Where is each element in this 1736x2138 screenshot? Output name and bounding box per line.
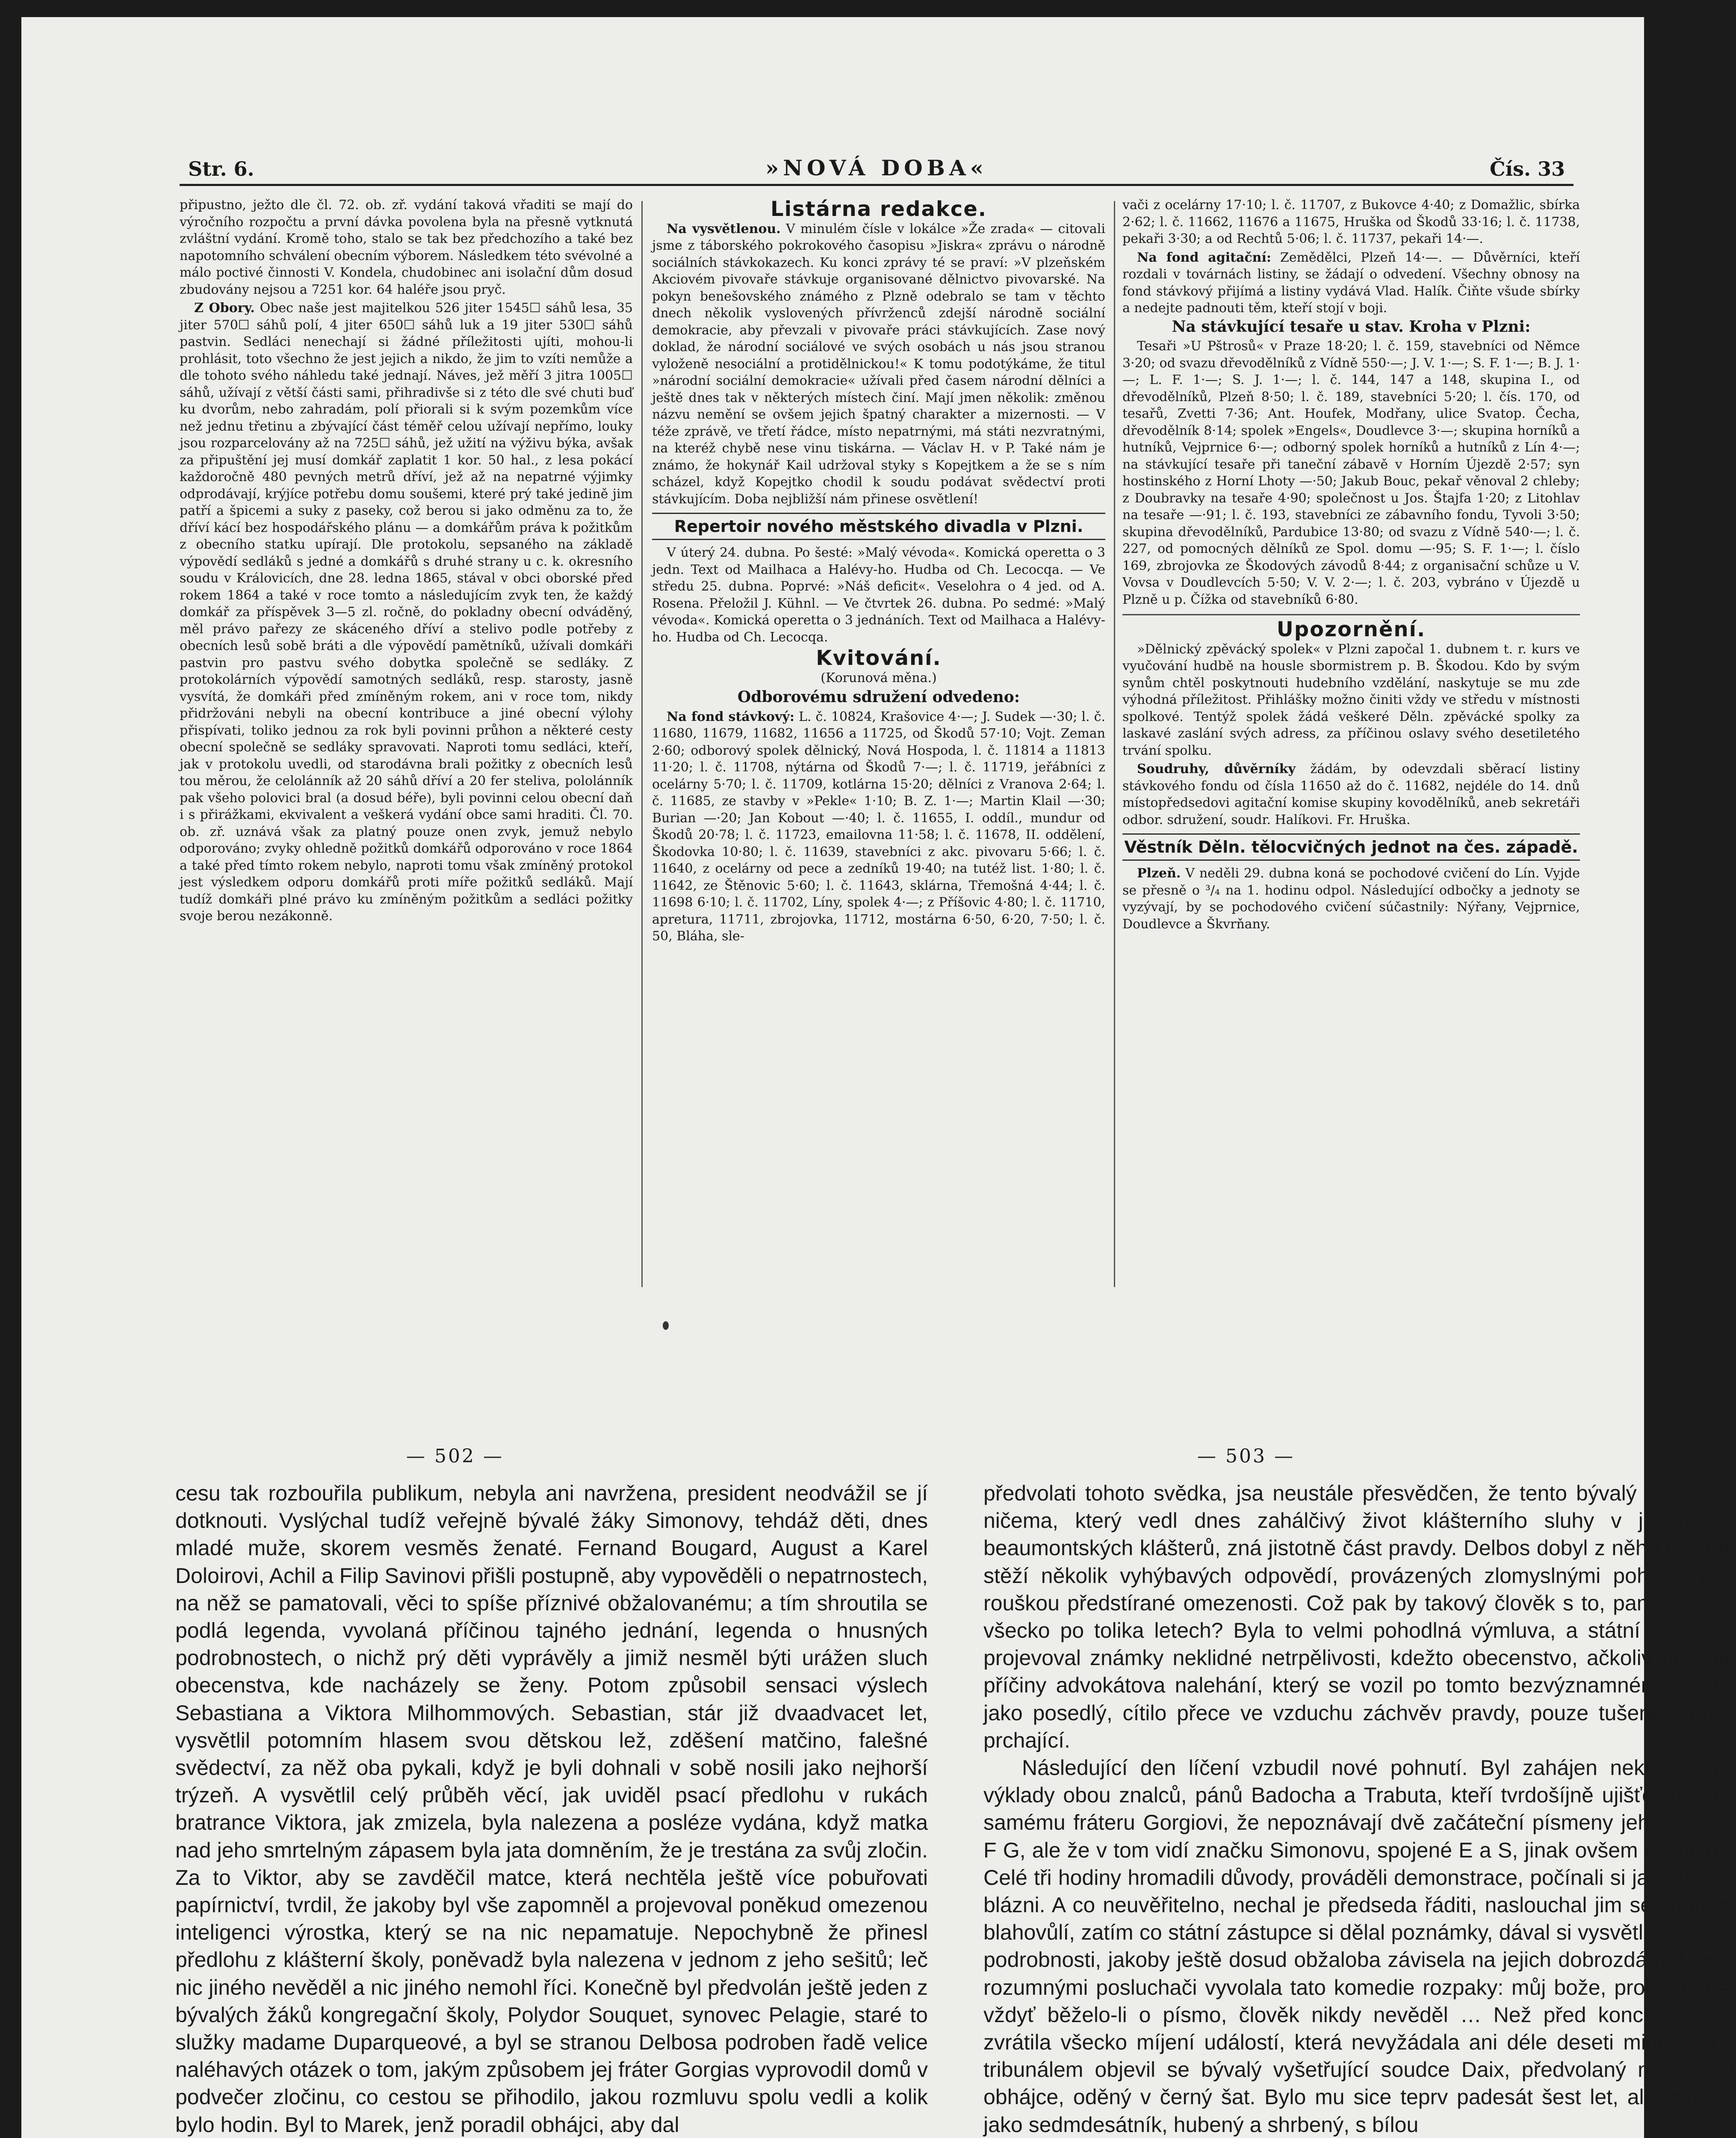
article-text: V minulém čísle v lokálce »Že zrada« — citovali jsme z táborského pokrokového časopisu »Jiskra« zprávu o národně sociálních stávkokazech. Ku konci zprávy té se praví: »V plzeňském Akciovém pivovaře stávkuje organisované dělnictvo pivovarské. Na pokyn benešovského známého z Plzně odebralo se tam v těchto dnech několik vyslovených přívrženců zdejší národně sociální demokracie, aby převzali v pivovaře práci stávkujících. Zase nový doklad, že národní sociálové ve svých osobách u nás jsou stranou vyloženě nesociální a protidělnickou!« K tomu podotýkáme, že titul »národní sociální demokracie« užívali před časem národní dělníci a ještě dnes tak v některých místech činí. Mají jmen několik: změnou názvu nemění se ovšem jejich špatný charakter a mizernosti. — V téže zprávě, ve třetí řádce, místo nepatrnými, má státi nezvratnými, na kteréž chybě nese vinu tiskárna. — Václav H. v P. Také nám je známo, že hokynář Kail udržoval styky s Kopejtkem a že se s ním scházel, když Kopejtko chodil k soudu podávat svědectví proti stávkujícím. Doba nejbližší nám přinese osvětlení! <box>652 221 1105 507</box>
article-text: připustno, ježto dle čl. 72. ob. zř. vydání taková vřaditi se mají do výročního rozpočtu a první dávka povolena byla na přesně vytknutá zvláštní vydání. Kromě toho, stalo se tak bez předchozího a také bez napotomního schválení obecním výborem. Následkem této svévolné a málo poctivé činnosti V. Kondela, chudobinec ani isolační dům dosud zbudovány nejsou a 7251 kor. 64 haléře jsou pryč. <box>180 198 633 297</box>
section-heading-listarna: Listárna redakce. <box>770 197 987 221</box>
book-page-left <box>175 1479 928 2138</box>
section-banner-vestnik: Věstník Děln. tělocvičných jednot na čes. západě. <box>1122 833 1580 861</box>
article-text: L. č. 10824, Krašovice 4·—; J. Sudek —·30; l. č. 11680, 11679, 11682, 11656 a 11725, od Škodů 57·10; Vojt. Zeman 2·60; odborový spolek dělnický, Nová Hospoda, l. č. 11814 a 11813 11·20; l. č. 11708, nýtárna od Škodů 7·—; l. č. 11719, jeřábníci z ocelárny 5·70; l. č. 11709, kotlárna 15·20; dělníci z Vranova 2·64; l. č. 11685, ze stavby v »Pekle« 1·10; B. Z. 1·—; Martin Klail —·30; Burian —·20; Jan Kobout —·40; l. č. 11655, I. oddíl., mundur od Škodů 20·78; l. č. 11723, emailovna 11·58; l. č. 11678, II. oddělení, Škodovka 10·80; l. č. 11639, stavebníci z akc. pivovaru 5·66; l. č. 11640, z ocelárny od pece a zedníků 19·40; na tutéž list. 1·80; l. č. 11642, ze Štěnovic 5·60; l. č. 11643, sklárna, Třemošná 4·44; l. č. 11698 6·10; l. č. 11702, Líny, spolek 4·—; z Příšovic 4·80; l. č. 11710, apretura, 11711, zbrojovka, 11712, mostárna 6·50, 6·20, 7·50; l. č. 50, Bláha, sle- <box>652 709 1105 944</box>
column-divider <box>641 201 643 1287</box>
page-number-right: — 503 — <box>1197 1445 1295 1467</box>
section-heading-upozorneni: Upozornění. <box>1276 617 1426 641</box>
article-text: Obec naše jest majitelkou 526 jiter 1545☐ sáhů lesa, 35 jiter 570☐ sáhů polí, 4 jiter 650☐ sáhů luk a 19 jiter 530☐ sáhů pastvin. Sedláci nenechají si žádné příležitosti ujíti, mohou-li prohlásit, toto všechno že jest jejich a nikdo, že jim to vzíti nemůže a dle tohoto svého náhledu také jednají. Náves, jež měří 3 jitra 1005☐ sáhů, užívají z větší části sami, přihradivše si z této dle své chuti buď ku dvorům, nebo zahradám, polí přiorali si k svým pozemkům více než jednu třetinu a zbývající část téměř celou užívají nepřímo, louky jsou rozparcelovány až na 725☐ sáhů, jež užití na výživu býka, avšak za připuštění jej musí domkář zaplatit 1 kor. 50 hal., z lesa pokácí každoročně 480 pevných metrů dříví, jež až na nepatrné výjimky odprodávají, krýjíce potřebu domu soušemi, které prý také jedině jim patří a špicemi a suky z paseky, což berou si jako odměnu za to, že dříví kácí bez hospodářského plánu — a domkářům práva k požitkům z obecního statku upírají. Dle protokolu, sepsaného na základě výpovědí sedláků s jedné a domkářů s druhé strany u c. k. okresního soudu v Královicích, dne 28. ledna 1865, stával v obci oborské před rokem 1864 a také v roce tomto a následujícím zvyk ten, že každý domkář za příspěvek 3—5 zl. ročně, do pokladny obecní odváděný, měl právo pařezy ze skáceného dříví a stelivo podle potřeby z obecních lesů sobě bráti a dle výpovědí pamětníků, užívali domkáři pastvin pro pastvu svého dobytka společně se sedláky. Z protokolárních výpovědí samotných sedláků, resp. starosty, jasně vysvítá, že domkáři před zmíněným rokem, ani v roce tom, nikdy přidržováni nebyli na obecní kontribuce a jiné obecní výlohy přispívati, toliko jednou za rok byli povinni průhon a některé cesty obecní společně se sedláky spravovati. Naproti tomu sedláci, kteří, jak v protokolu uvedli, od starodávna brali požitky z obecních lesů tou měrou, že celolánník až 20 sáhů dříví a 20 fer steliva, pololánník pak všeho polovici bral (a dosud béře), byli povinni celou obecní daň i s přirážkami, ekvivalent a veškerá vydání obce sami hraditi. Čl. 70. ob. zř. uznává však za platný pouze onen zvyk, jemuž nebylo odporováno; zvyky ohledně požitků domkářů odporováno v roce 1864 a také před tímto rokem nebylo, naproti tomu však zmíněný protokol jest výsledkem odporu domkářů proti míře požitků sedláků. Mají tudíž domkáři plné právo ku zmíněným požitkům a sedláci požitky svoje berou nezákonně. <box>180 301 633 924</box>
divider-line <box>1122 614 1580 615</box>
article-soudruhy <box>1122 761 1580 828</box>
article-text: »Dělnický zpěvácký spolek« v Plzni započal 1. dubnem t. r. kurs ve vyučování hudbě na housle sbormistrem p. B. Škodou. Kdo by svým synům chtěl poskytnouti hudebního vzdělání, naskytuje se mu zde výhodná příležitost. Přihlášky možno činiti vždy ve středu v místnosti spolkové. Tentýž spolek žádá veškeré Děln. zpěvácké spolky za laskavé zaslání svých adress, za příčinou oslavy svého desetiletého trvání spolku. <box>1122 641 1580 758</box>
newspaper-header <box>180 150 1574 186</box>
page-number-left: — 502 — <box>406 1445 504 1467</box>
section-heading-kvitovani: Kvitování. <box>816 646 942 670</box>
issue-number: Čís. 33 <box>1489 157 1565 180</box>
page-label: Str. 6. <box>188 157 254 180</box>
article-title: Na fond agitační: <box>1137 250 1271 265</box>
article-text: Tesaři »U Pštrosů« v Praze 18·20; l. č. 159, stavebníci od Němce 3·20; od svazu dřevodělníků z Vídně 550·—; J. V. 1·—; S. F. 1·—; B. J. 1·—; L. F. 1·—; S. J. 1·—; l. č. 144, 147 a 148, skupina I., od dřevodělníků, Plzeň 8·50; l. č. 189, stavebníci 5·20; l. čís. 170, od tesařů, Zvetti 7·36; Ant. Houfek, Modřany, ulice Svatop. Čecha, dřevodělník 8·14; spolek »Engels«, Doudlevce 3·—; skupina horníků a hutníků, Vejprnice 6·—; odborný spolek horníků a hutníků z Lín 4·—; na stávkující tesaře při taneční zábavě v Horním Újezdě 2·57; syn hostinského z Horní Lhoty —·50; Jakub Bouc, pekař věnoval 2 chleby; z Doubravky na tesaře 4·90; společnost u Jos. Štajfa 1·20; z Litohlav na tesaře —·91; l. č. 193, stavebníci ze zábavního fondu, Tyvoli 3·50; skupina dřevodělníků, Pardubice 13·80; od svazu z Vídně 540·—; l. č. 227, od pomocných dělníků ze Spol. domu —·95; S. F. 1·—; l. číslo 169, zbrojovka ze Škodových závodů 8·44; z organisační schůze u V. Vovsa v Doudlevcích 5·50; V. V. 2·—; l. č. 203, vybráno v Újezdě u Plzně u p. Čížka od stavebníků 6·80. <box>1122 339 1580 607</box>
column-1 <box>180 197 633 1291</box>
article-text: vači z ocelárny 17·10; l. č. 11707, z Bukovce 4·40; z Domažlic, sbírka 2·62; l. č. 11662, 11676 a 11675, Hruška od Škodů 33·16; l. č. 11738, pekaři 3·30; a od Rechtů 5·06; l. č. 11737, pekaři 14·—. <box>1122 198 1580 246</box>
newspaper-title: »NOVÁ DOBA« <box>765 155 988 180</box>
section-subheading: Odborovému sdružení odvedeno: <box>737 688 1020 706</box>
article-fond-stavkovy <box>652 709 1105 945</box>
section-subheading: Na stávkující tesaře u stav. Kroha v Plzni: <box>1172 317 1531 336</box>
article-title: Na fond stávkový: <box>667 709 794 724</box>
article-vysvetleni <box>652 221 1105 508</box>
book-paragraph: cesu tak rozbouřila publikum, nebyla ani navržena, president neodvážil se jí dotknouti. Vyslýchal tudíž veřejně bývalé žáky Simonovy, tehdáž děti, dnes mladé muže, skorem vesměs ženaté. Fernand Bougard, August a Karel Doloirovi, Achil a Filip Savinovi přišli postupně, aby vypověděli o nepatrnostech, na něž se pamatovali, věci to spíše příznivé obžalovanému; a tím shroutila se podlá legenda, vyvolaná příčinou tajného jednání, legenda o hnusných podrobnostech, o nichž prý děti vyprávěly a jimiž nesměl býti urážen sluch obecenstva, kde nacházely se ženy. Potom způsobil sensaci výslech Sebastiana a Viktora Milhommových. Sebastian, stár již dvaadvacet let, vysvětlil potomním hlasem svou dětskou lež, zděšení matčino, falešné svědectví, za něž oba pykali, když je byli dohnali v sobě nosili jako nejhorší trýzeň. A vysvětlil celý průběh věcí, jak uviděl psací předlohu v rukách bratrance Viktora, jak zmizela, byla nalezena a posléze vydána, když matka nad jeho smrtelným zápasem byla jata domněním, že je trestána za svůj zločin. Za to Viktor, aby se zavděčil matce, která nechtěla ještě více pobuřovati papírnictví, tvrdil, že jakoby byl vše zapomněl a projevoval poněkud omezenou inteligenci výrostka, který se na nic nepamatuje. Nepochybně že přinesl předlohu z klášterní školy, poněvadž byla nalezena v jednom z jeho sešitů; leč nic jiného nevěděl a nic jiného nemohl říci. Konečně byl předvolán ještě jeden z bývalých žáků kongregační školy, Polydor Souquet, synovec Pelagie, staré to služky madame Duparqueové, a byl se stranou Delbosa podroben řadě velice naléhavých otázek o tom, jakým způsobem jej fráter Gorgias vyprovodil domů v podvečer zločinu, co cestou se přihodilo, jakou rozmluvu spolu vedli a kolik bylo hodin. Byl to Marek, jenž poradil obhájci, aby dal <box>175 1481 928 2137</box>
article-text: žádám, by odevzdali sběrací listiny stávkového fondu od čísla 11650 až do č. 11682, nejdéle do 14. dnů místopředsedovi agitační komise skupiny kovodělníků, aneb sekretáři odbor. sdružení, soudr. Halíkovi. Fr. Hruška. <box>1122 762 1580 827</box>
article-title: Soudruhy, důvěrníky <box>1137 762 1296 777</box>
ink-spot <box>663 1321 669 1330</box>
scanned-page <box>21 17 1736 2138</box>
column-3 <box>1122 197 1580 1291</box>
section-banner-repertoir: Repertoir nového městského divadla v Plzni. <box>652 513 1105 540</box>
article-text: V neděli 29. dubna koná se pochodové cvičení do Lín. Vyjde se přesně o ³/₄ na 1. hodinu odpol. Následující odbočky a jednoty se vyzývají, by se pochodového cvičení súčastnily: Nýřany, Vejprnice, Doudlevce a Škvrňany. <box>1122 866 1580 932</box>
book-paragraph: předvolati tohoto svědka, jsa neustále přesvědčen, že tento bývalý potměšilý ničema, který vedl dnes zahálčivý život klášterního sluhy v jednom z beaumontských klášterů, zná jistotně část pravdy. Delbos dobyl z něho ostatně stěží několik vyhýbavých odpovědí, provázených zlomyslnými pohledy pod rouškou předstírané omezenosti. Což pak by takový člověk s to, pamatovat si všecko po tolika letech? Byla to velmi pohodlná výmluva, a státní zástupce projevoval známky neklidné netrpělivosti, kdežto obecenstvo, ačkoliv neznalo příčiny advokátova nalehání, který se vozil po tomto bezvýznamném svědku jako posedlý, cítilo přece ve vzduchu záchvěv pravdy, pouze tušené, znova prchající. <box>983 1481 1736 1752</box>
article-title: Plzeň. <box>1137 866 1181 881</box>
article-title: Z Obory. <box>194 301 255 316</box>
article-text: Zemědělci, Plzeň 14·—. — Důvěrníci, kteří rozdali v továrnách listiny, se žádají o odvedení. Všechny obnosy na fond stávkový přijímá a listiny vydává Vlad. Halík. Čiňte všude sbírky a nedejte padnouti těm, kteří stojí v boji. <box>1122 250 1580 316</box>
book-page-right <box>983 1479 1736 2138</box>
article-obora <box>180 300 633 925</box>
article-fond-agitacni <box>1122 249 1580 317</box>
book-paragraph: Následující den líčení vzbudil nové pohnutí. Byl zahájen nekonečnými výklady obou znalců, pánů Badocha a Trabuta, kteří tvrdošíjně ujišťovali proti samému fráteru Gorgiovi, že nepoznávají dvě začáteční písmeny jeho značky F G, ale že v tom vidí značku Simonovu, spojené E a S, jinak ovšem nečitelné. Celé tři hodiny hromadili důvody, prováděli demonstrace, počínali si jako hotoví blázni. A co neuvěřitelno, nechal je předseda řáditi, naslouchal jim se zřejmou blahovůlí, zatím co státní zástupce si dělal poznámky, dával si vysvětliti některé podrobnosti, jakoby ještě dosud obžaloba závisela na jejich dobrozdání. I mezi rozumnými posluchači vyvolala tato komedie rozpaky: můj bože, proč pak ne, vždyť běželo-li o písmo, člověk nikdy nevěděl … Než před koncem líčení zvrátila všecko míjení událostí, která nevyžádala ani déle deseti minut. Před tribunálem objevil se bývalý vyšetřující soudce Daix, předvolaný na žádost obhájce, oděný v černý šat. Bylo mu sice teprv padesát šest let, ale vyhlížel jako sedmdesátník, hubený a shrbený, s bílou <box>983 1756 1736 2137</box>
article-text: V úterý 24. dubna. Po šesté: »Malý vévoda«. Komická operetta o 3 jedn. Text od Mailhaca a Halévy-ho. Hudba od Ch. Lecocqa. — Ve středu 25. dubna. Poprvé: »Náš deficit«. Veselohra o 4 jed. od A. Rosena. Přeložil J. Kühnl. — Ve čtvrtek 26. dubna. Po sedmé: »Malý vévoda«. Komická operetta o 3 jednáních. Text od Mailhaca a Halévy-ho. Hudba od Ch. Lecocqa. <box>652 545 1105 645</box>
column-divider <box>1114 201 1115 1287</box>
section-subheading: (Korunová měna.) <box>821 670 937 685</box>
article-plzen <box>1122 865 1580 933</box>
column-2 <box>652 197 1105 1291</box>
article-title: Na vysvětlenou. <box>667 221 781 236</box>
